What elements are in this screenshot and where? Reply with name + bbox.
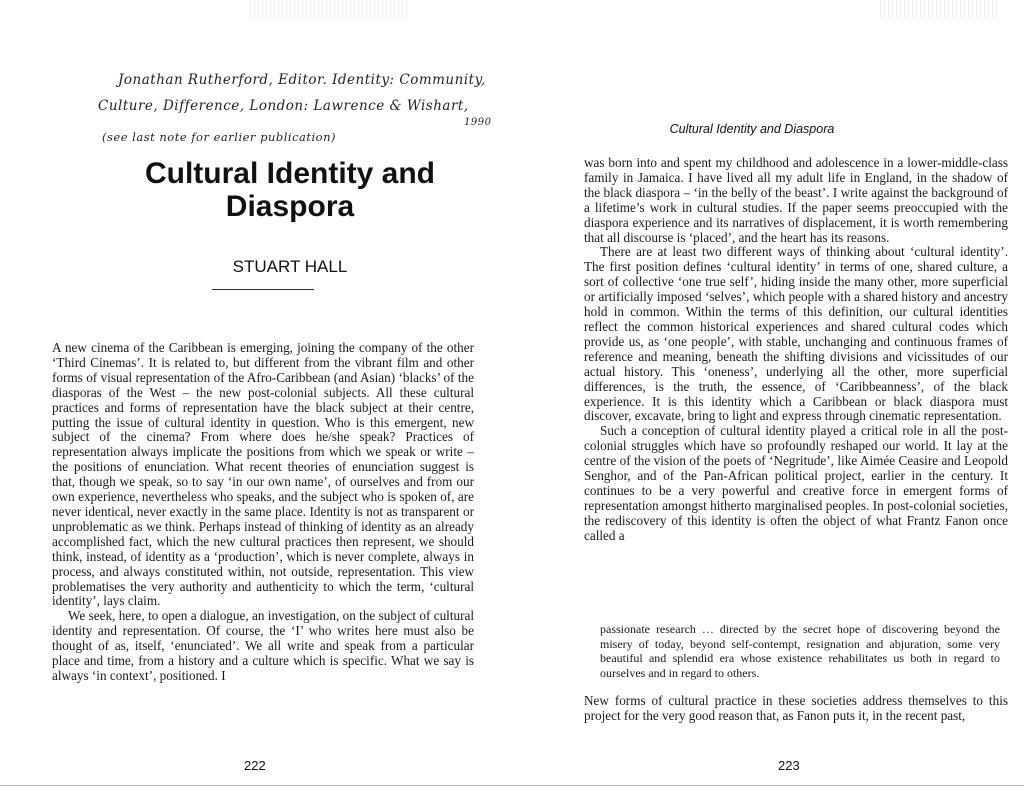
running-head: Cultural Identity and Diaspora [669,122,835,136]
page-number-left: 222 [244,758,266,773]
block-quote: passionate research … directed by the secret hope of discovering beyond the misery of today, beyond self-contempt, resignation and abjuration, some very beautiful and splendid era whose existence rehabilitates us both in regard to ourselves and in regard to others. [600,622,1000,680]
paragraph: Such a conception of cultural identity played a critical role in all the post-colonial struggles which have so profoundly reshaped our world. It lay at the centre of the vision of the poets of ‘Negritude’, like Aimée Ceasire and Leopold Senghor, and of the Pan-African political project, earlier in the century. It continues to be a very powerful and creative force in emergent forms of representation amongst hitherto marginalised peoples. In post-colonial societies, the rediscovery of this identity is often the object of what Frantz Fanon once called a [584,423,1008,543]
chapter-title-line1: Cultural Identity and [144,157,435,190]
handwritten-note-line3: (see last note for earlier publication) [102,130,336,144]
paragraph: We seek, here, to open a dialogue, an investigation, on the subject of cultural identity and representation. Of course, the ‘I’ who writes here must also be thought of as, itself, ‘enunciated’. We all write and speak from a particular place and time, from a history and a culture which is specific. What we say is always ‘in context’, positioned. I [52,608,474,683]
page-number-right: 223 [778,758,800,773]
chapter-title-line2: Diaspora [225,190,355,223]
right-body-text [584,156,1008,544]
paragraph: A new cinema of the Caribbean is emerging, joining the company of the other ‘Third Cinemas’. It is related to, but different from the vibrant film and other forms of visual representation of the Afro-Caribbean (and Asian) ‘blacks’ of the diasporas of the West – the new post-colonial subjects. All these cultural practices and forms of representation have the black subject at their centre, putting the issue of cultural identity in question. Who is this emergent, new subject of the cinema? From where does he/she speak? Practices of representation always implicate the positions from which we speak or write – the positions of enunciation. What recent theories of enunciation suggest is that, though we speak, so to say ‘in our own name’, of ourselves and from our own experience, nevertheless who speaks, and the subject who is spoken of, are never identical, never exactly in the same place. Identity is not as transparent or unproblematic as we think. Perhaps instead of thinking of identity as an already accomplished fact, which the new cultural practices then represent, we should think, instead, of identity as a ‘production’, which is never complete, always in process, and always constituted within, not outside, representation. This view problematises the very authority and authenticity to which the term, ‘cultural identity’, lays claim. [52,340,474,609]
paragraph: There are at least two different ways of thinking about ‘cultural identity’. The first position defines ‘cultural identity’ in terms of one, shared culture, a sort of collective ‘one true self’, hiding inside the many other, more superficial or artificially imposed ‘selves’, which people with a shared history and ancestry hold in common. Within the terms of this definition, our cultural identities reflect the common historical experiences and shared cultural codes which provide us, as ‘one people’, with stable, unchanging and continuous frames of reference and meaning, beneath the shifting divisions and vicissitudes of our actual history. This ‘oneness’, underlying all the other, more superficial differences, is the truth, the essence, of ‘Caribbeanness’, of the black experience. It is this identity which a Caribbean or black diaspora must discover, excavate, bring to light and express through cinematic representation. [584,244,1008,424]
handwritten-note-line2: Culture, Difference, London: Lawrence & Wishart, [98,98,469,114]
closing-paragraph: New forms of cultural practice in these societies address themselves to this project for the very good reason that, as Fanon puts it, in the recent past, [584,693,1008,723]
paragraph: was born into and spent my childhood and adolescence in a lower-middle-class family in Jamaica. I have lived all my adult life in England, in the shadow of the black diaspora – ‘in the belly of the beast’. I write against the background of a lifetime’s work in cultural studies. If the paper seems preoccupied with the diaspora experience and its narratives of displacement, it is worth remembering that all discourse is ‘placed’, and the heart has its reasons. [584,155,1008,245]
author-name: STUART HALL [232,257,348,276]
handwritten-note-line1: Jonathan Rutherford, Editor. Identity: Community, [118,72,486,88]
scan-edge-line [0,785,1024,786]
handwritten-note-year: 1990 [464,117,492,128]
